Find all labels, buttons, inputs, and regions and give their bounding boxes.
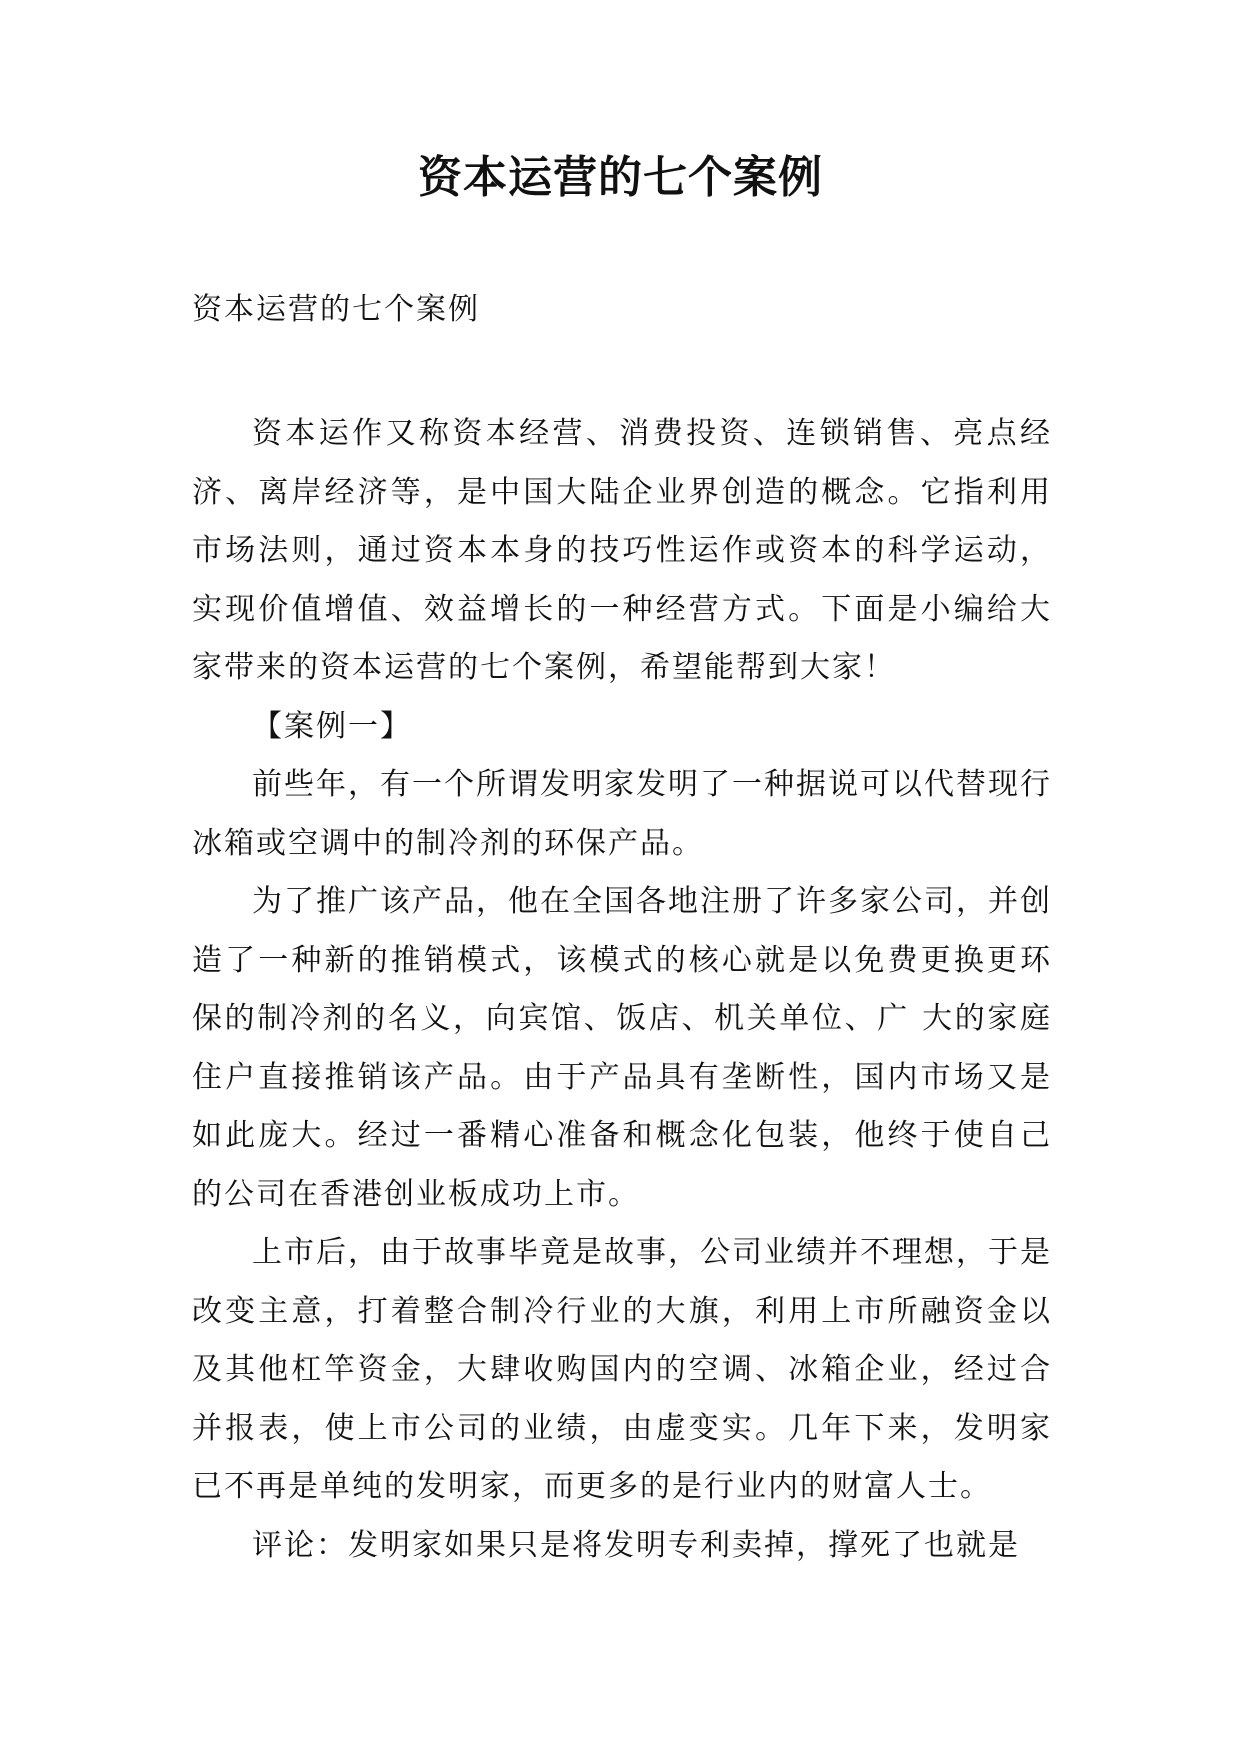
paragraph-case-1-listing: 上市后，由于故事毕竟是故事，公司业绩并不理想，于是改变主意，打着整合制冷行业的大旗，利用上市所融资金以及其他杠竿资金，大肆收购国内的空调、冰箱企业，经过合并报表，使上市公司的业绩，由虚变实。几年下来，发明家已不再是单纯的发明家，而更多的是行业内的财富人士。 — [192, 1235, 1052, 1504]
paragraph-comment: 评论：发明家如果只是将发明专利卖掉，撑死了也就是 — [252, 1527, 1020, 1563]
paragraph-case-1-promotion: 为了推广该产品，他在全国各地注册了许多家公司，并创造了一种新的推销模式，该模式的核心就是以免费更换更环保的制冷剂的名义，向宾馆、饭店、机关单位、广 大的家庭住户直接推销该产品。由于产品具有垄断性，国内市场又是如此庞大。经过一番精心准备和概念化包装，他终于使自己的公司在香港创业板成功上市。 — [192, 884, 1052, 1212]
paragraph-intro: 资本运作又称资本经营、消费投资、连锁销售、亮点经济、离岸经济等，是中国大陆企业界创造的概念。它指利用市场法则，通过资本本身的技巧性运作或资本的科学运动，实现价值增值、效益增长的一种经营方式。下面是小编给大家带来的资本运营的七个案例，希望能帮到大家！ — [192, 416, 1052, 685]
paragraph-case-1-intro: 前些年，有一个所谓发明家发明了一种据说可以代替现行冰箱或空调中的制冷剂的环保产品。 — [192, 767, 1052, 861]
document-body — [192, 405, 1052, 1575]
case-heading: 【案例一】 — [252, 708, 412, 744]
document-title: 资本运营的七个案例 — [418, 152, 823, 203]
document-subtitle: 资本运营的七个案例 — [192, 292, 480, 327]
